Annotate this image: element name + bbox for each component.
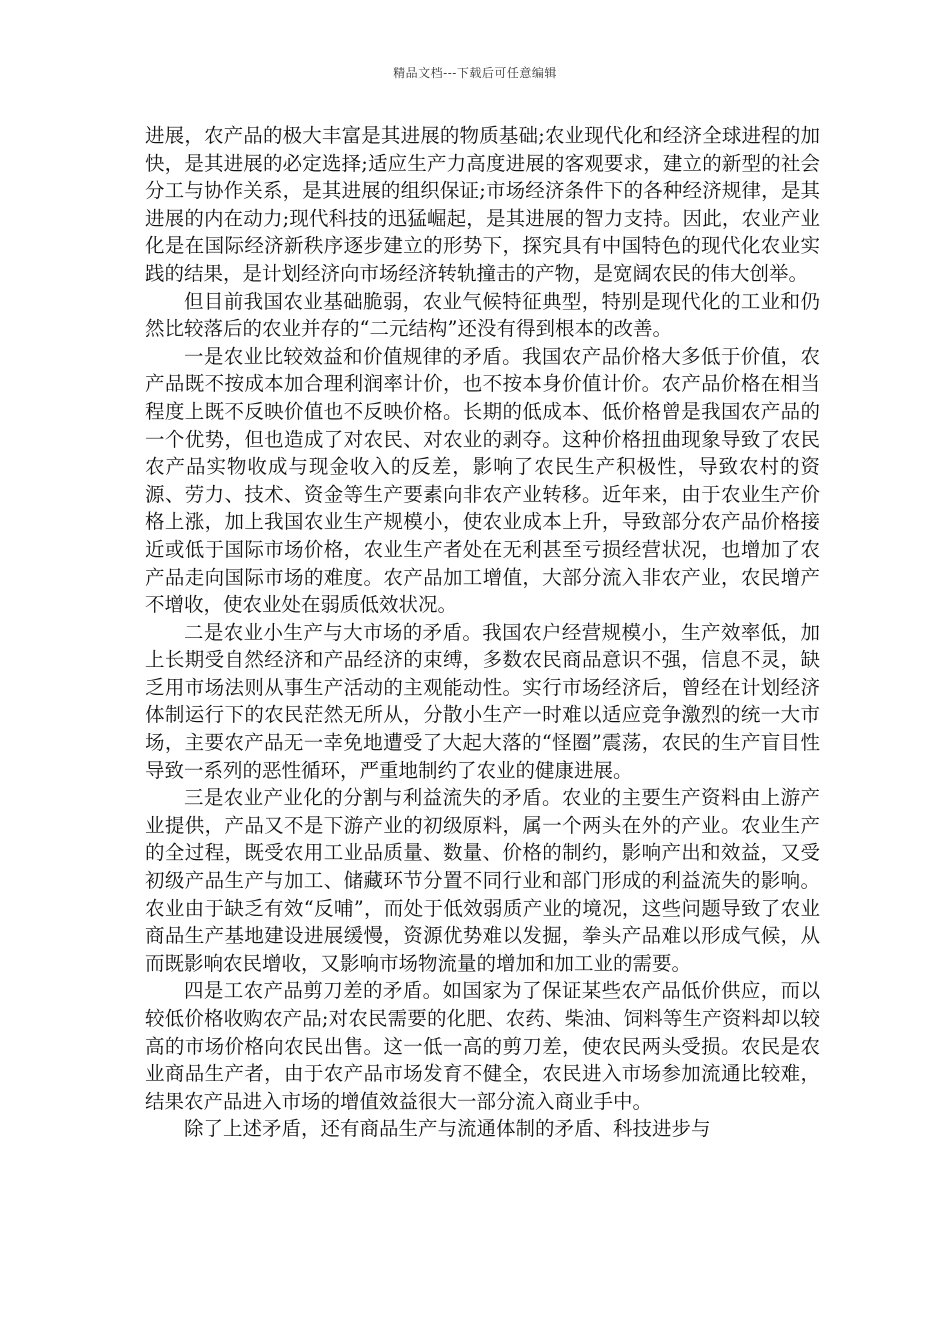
paragraph-6: 四是工农产品剪刀差的矛盾。如国家为了保证某些农产品低价供应，而以较低价格收购农产品;对农民需要的化肥、农药、柴油、饲料等生产资料却以较高的市场价格向农民出售。这一低一高的剪刀差，使农民两头受损。农民是农业商品生产者，由于农产品市场发育不健全，农民进入市场参加流通比较难，结果农产品进入市场的增值效益很大一部分流入商业手中。: [145, 979, 820, 1113]
document-body: [145, 122, 820, 1143]
paragraph-4: 二是农业小生产与大市场的矛盾。我国农户经营规模小，生产效率低，加上长期受自然经济和产品经济的束缚，多数农民商品意识不强，信息不灵，缺乏用市场法则从事生产活动的主观能动性。实行市场经济后，曾经在计划经济体制运行下的农民茫然无所从，分散小生产一时难以适应竞争激烈的统一大市场，主要农产品无一幸免地遭受了大起大落的“怪圈”震荡，农民的生产盲目性导致一系列的恶性循环，严重地制约了农业的健康进展。: [145, 620, 820, 782]
paragraph-2: 但目前我国农业基础脆弱，农业气候特征典型，特别是现代化的工业和仍然比较落后的农业并存的“二元结构”还没有得到根本的改善。: [145, 289, 820, 341]
paragraph-7: 除了上述矛盾，还有商品生产与流通体制的矛盾、科技进步与: [184, 1117, 711, 1141]
page-header: 精品文档---下载后可任意编辑: [393, 66, 557, 80]
paragraph-5: 三是农业产业化的分割与利益流失的矛盾。农业的主要生产资料由上游产业提供，产品又不是下游产业的初级原料，属一个两头在外的产业。农业生产的全过程，既受农用工业品质量、数量、价格的制约，影响产出和效益，又受初级产品生产与加工、储藏环节分置不同行业和部门形成的利益流失的影响。农业由于缺乏有效“反哺”，而处于低效弱质产业的境况，这些问题导致了农业商品生产基地建设进展缓慢，资源优势难以发掘，拳头产品难以形成气候，从而既影响农民增收，又影响市场物流量的增加和加工业的需要。: [145, 786, 820, 975]
paragraph-3: 一是农业比较效益和价值规律的矛盾。我国农产品价格大多低于价值，农产品既不按成本加合理利润率计价，也不按本身价值计价。农产品价格在相当程度上既不反映价值也不反映价格。长期的低成本、低价格曾是我国农产品的一个优势，但也造成了对农民、对农业的剥夺。这种价格扭曲现象导致了农民农产品实物收成与现金收入的反差，影响了农民生产积极性，导致农村的资源、劳力、技术、资金等生产要素向非农产业转移。近年来，由于农业生产价格上涨，加上我国农业生产规模小，使农业成本上升，导致部分农产品价格接近或低于国际市场价格，农业生产者处在无利甚至亏损经营状况，也增加了农产品走向国际市场的难度。农产品加工增值，大部分流入非农产业，农民增产不增收，使农业处在弱质低效状况。: [145, 344, 820, 617]
paragraph-1: 进展，农产品的极大丰富是其进展的物质基础;农业现代化和经济全球进程的加快，是其进展的必定选择;适应生产力高度进展的客观要求，建立的新型的社会分工与协作关系，是其进展的组织保证;市场经济条件下的各种经济规律，是其进展的内在动力;现代科技的迅猛崛起，是其进展的智力支持。因此，农业产业化是在国际经济新秩序逐步建立的形势下，探究具有中国特色的现代化农业实践的结果，是计划经济向市场经济转轨撞击的产物，是宽阔农民的伟大创举。: [145, 124, 820, 285]
